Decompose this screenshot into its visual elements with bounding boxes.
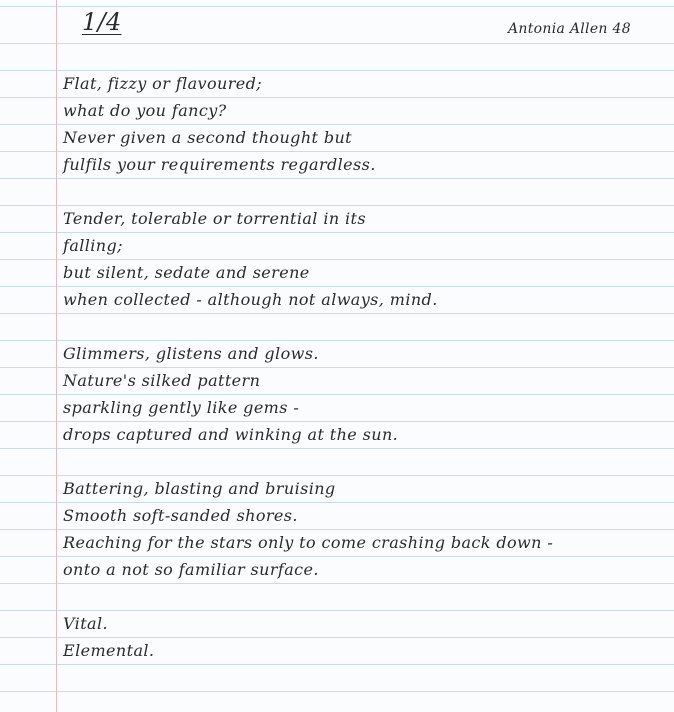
margin-line	[56, 0, 57, 712]
poem-line: sparkling gently like gems -	[63, 398, 300, 417]
poem-line: but silent, sedate and serene	[63, 263, 310, 282]
author-name: Antonia Allen 48	[508, 21, 631, 37]
poem-body	[63, 70, 663, 691]
poem-line: onto a not so familiar surface.	[63, 560, 319, 579]
stanza-1	[63, 70, 663, 178]
poem-line: Glimmers, glistens and glows.	[63, 344, 319, 363]
poem-line: when collected - although not always, mind.	[63, 290, 438, 309]
stanza-2	[63, 205, 663, 313]
poem-line: Vital.	[63, 614, 108, 633]
poem-line: what do you fancy?	[63, 101, 227, 120]
poem-line: Battering, blasting and bruising	[63, 479, 336, 498]
poem-line: Never given a second thought but	[63, 128, 353, 147]
poem-line: Smooth soft-sanded shores.	[63, 506, 298, 525]
poem-line: Tender, tolerable or torrential in its	[63, 209, 366, 228]
poem-line: fulfils your requirements regardless.	[63, 155, 376, 174]
poem-line: Reaching for the stars only to come crashing back down -	[63, 533, 554, 552]
poem-line: falling;	[63, 236, 123, 255]
stanza-3	[63, 340, 663, 448]
page-number: 1/4	[82, 8, 122, 36]
poem-line: Nature's silked pattern	[63, 371, 261, 390]
poem-line: Flat, fizzy or flavoured;	[63, 74, 263, 93]
stanza-4	[63, 475, 663, 583]
poem-line: drops captured and winking at the sun.	[63, 425, 399, 444]
stanza-5	[63, 610, 663, 664]
poem-line: Elemental.	[63, 641, 155, 660]
